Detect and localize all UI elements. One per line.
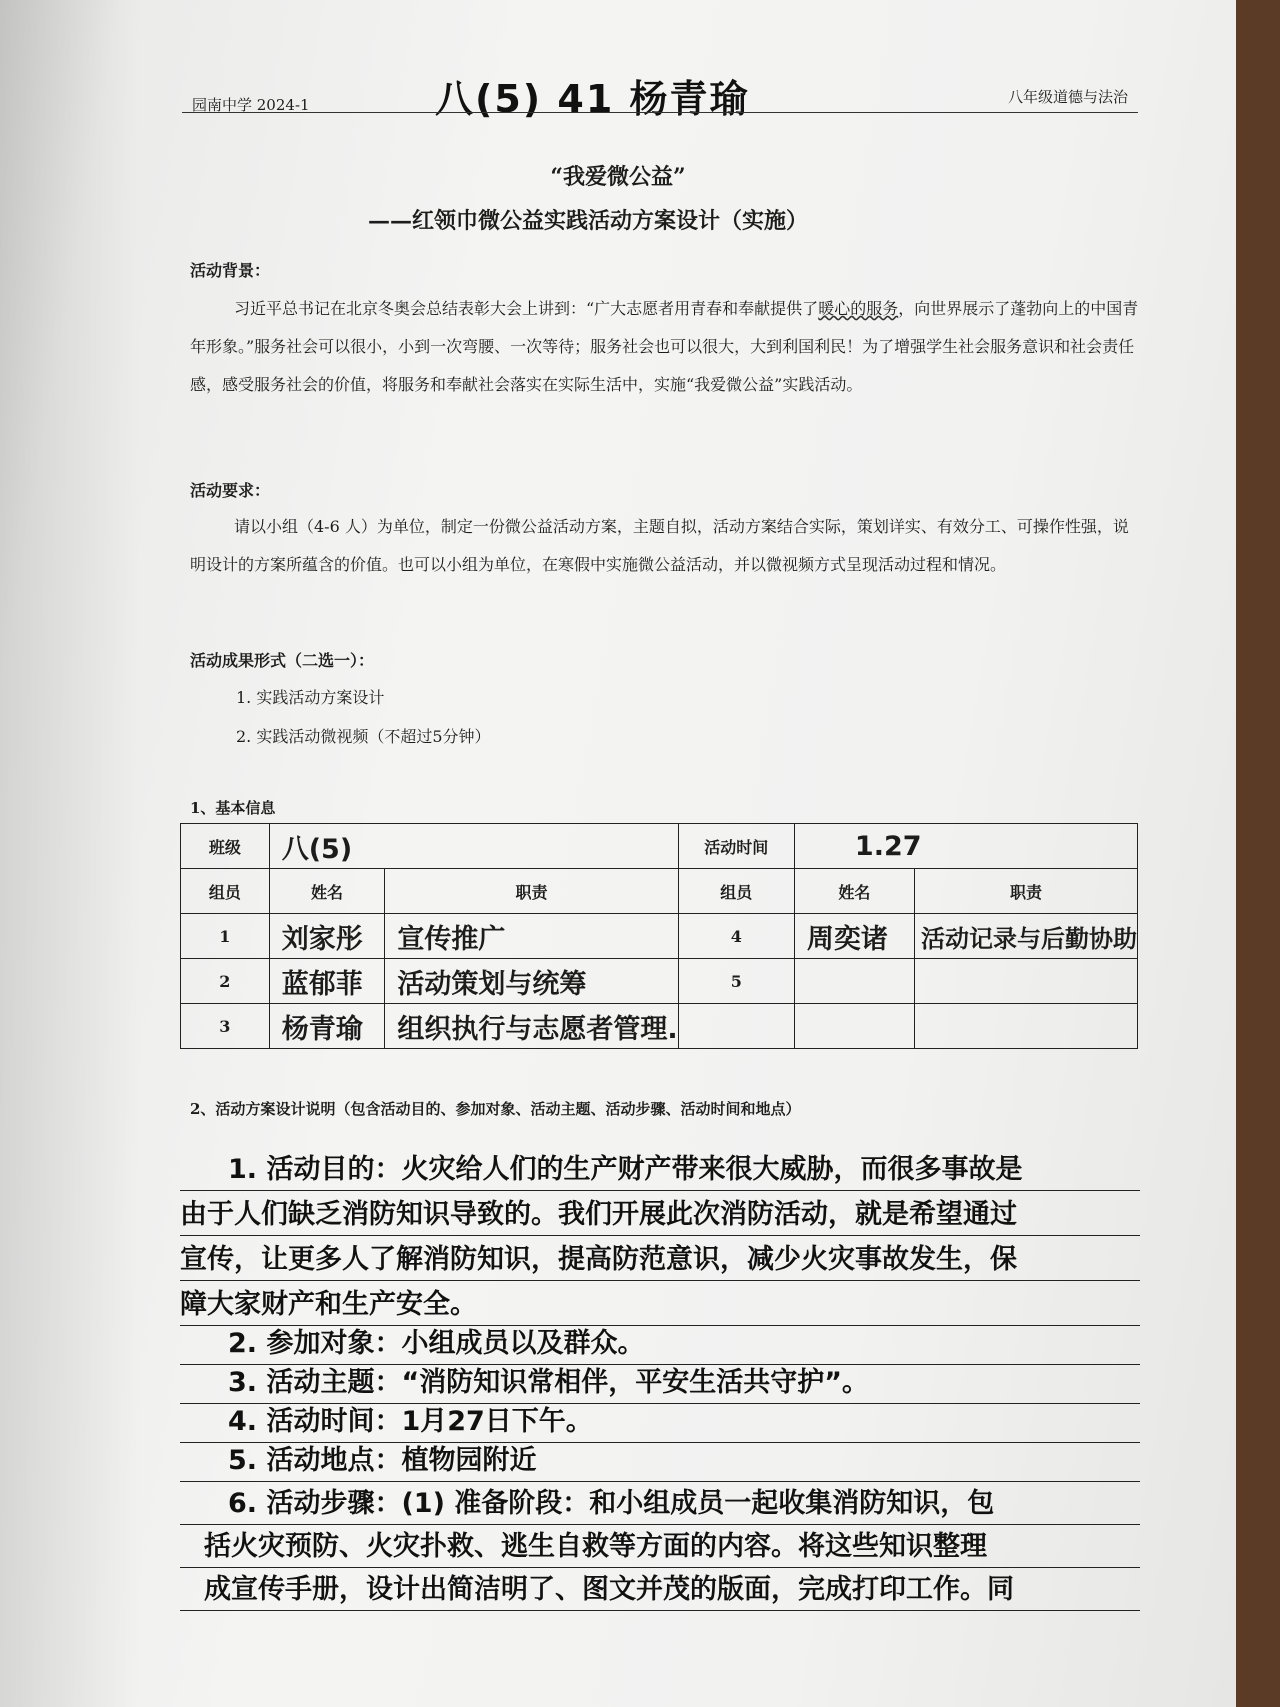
ruled-line xyxy=(180,1482,1140,1525)
background-text-after: ，向世界展示了蓬勃向上的中国青年形象。”服务社会可以很小，小到一次弯腰、一次等待；服务社会也可以很大，大到利国利民！为了增强学生社会服务意识和社会责任感，感受服务社会的价值，将服务和奉献社会落实在实际生活中，实施“我爱微公益”实践活动。 xyxy=(190,299,1139,394)
ruled-line xyxy=(180,1525,1140,1568)
member-duty xyxy=(914,959,1137,1004)
ruled-line xyxy=(180,1191,1140,1236)
member-duty: 活动记录与后勤协助 xyxy=(914,914,1137,959)
column-member: 组员 xyxy=(181,869,270,914)
column-name: 姓名 xyxy=(269,869,385,914)
member-duty: 组织执行与志愿者管理. xyxy=(385,1004,678,1049)
ruled-line xyxy=(180,1281,1140,1326)
member-number xyxy=(678,1004,794,1049)
plan-line: 宣传，让更多人了解消防知识，提高防范意识，减少火灾事故发生，保 xyxy=(180,1244,1017,1275)
member-name: 蓝郁菲 xyxy=(269,959,385,1004)
member-name: 周奕诸 xyxy=(794,914,914,959)
ruled-line xyxy=(180,1568,1140,1611)
member-number: 2 xyxy=(181,959,270,1004)
member-name: 杨青瑜 xyxy=(269,1004,385,1049)
background-text-before: 习近平总书记在北京冬奥会总结表彰大会上讲到：“广大志愿者用青春和奉献提供了 xyxy=(234,299,819,318)
requirements-heading: 活动要求： xyxy=(190,481,271,500)
member-number: 1 xyxy=(181,914,270,959)
ruled-line xyxy=(180,1443,1140,1482)
table-row xyxy=(181,914,1138,959)
page-title: “我爱微公益” xyxy=(550,164,686,190)
activity-time-label: 活动时间 xyxy=(678,824,794,869)
plan-line: 1. 活动目的：火灾给人们的生产财产带来很大威胁，而很多事故是 xyxy=(228,1154,1023,1185)
member-name xyxy=(794,1004,914,1049)
member-name: 刘家彤 xyxy=(269,914,385,959)
school-header: 园南中学 2024-1 xyxy=(192,96,310,114)
plan-line: 3. 活动主题：“消防知识常相伴，平安生活共守护”。 xyxy=(228,1367,869,1398)
page-shadow xyxy=(0,0,140,1707)
plan-line: 5. 活动地点：植物园附近 xyxy=(228,1445,537,1476)
header-divider xyxy=(182,112,1138,113)
column-duty: 职责 xyxy=(385,869,678,914)
plan-writing-area xyxy=(180,1146,1140,1611)
member-number: 3 xyxy=(181,1004,270,1049)
plan-line: 2. 参加对象：小组成员以及群众。 xyxy=(228,1328,645,1359)
basic-info-table xyxy=(180,823,1138,1049)
plan-line: 障大家财产和生产安全。 xyxy=(180,1289,477,1320)
class-label: 班级 xyxy=(181,824,270,869)
member-duty: 宣传推广 xyxy=(385,914,678,959)
member-name xyxy=(794,959,914,1004)
class-value: 八(5) xyxy=(269,824,678,869)
results-option-1: 1. 实践活动方案设计 xyxy=(236,688,385,707)
plan-heading: 2、活动方案设计说明（包含活动目的、参加对象、活动主题、活动步骤、活动时间和地点） xyxy=(190,1100,801,1118)
table-row xyxy=(181,824,1138,869)
subject-header: 八年级道德与法治 xyxy=(1007,88,1128,106)
plan-line: 成宣传手册，设计出简洁明了、图文并茂的版面，完成打印工作。同 xyxy=(204,1574,1014,1605)
column-member: 组员 xyxy=(678,869,794,914)
plan-line: 括火灾预防、火灾扑救、逃生自救等方面的内容。将这些知识整理 xyxy=(204,1531,987,1562)
results-heading: 活动成果形式（二选一）： xyxy=(190,651,375,670)
table-row xyxy=(181,959,1138,1004)
activity-time-value: 1.27 xyxy=(794,824,1137,869)
results-option-2: 2. 实践活动微视频（不超过5分钟） xyxy=(236,727,491,746)
ruled-line xyxy=(180,1236,1140,1281)
basic-info-heading: 1、基本信息 xyxy=(190,799,276,817)
background-text-marked: 暖心的服务 xyxy=(818,299,899,318)
plan-line: 6. 活动步骤：(1) 准备阶段：和小组成员一起收集消防知识，包 xyxy=(228,1488,995,1519)
member-number: 4 xyxy=(678,914,794,959)
requirements-paragraph: 请以小组（4-6 人）为单位，制定一份微公益活动方案，主题自拟，活动方案结合实际，策划详实、有效分工、可操作性强，说明设计的方案所蕴含的价值。也可以小组为单位，在寒假中实施微公益活动，并以微视频方式呈现活动过程和情况。 xyxy=(190,517,1129,574)
column-name: 姓名 xyxy=(794,869,914,914)
ruled-line xyxy=(180,1146,1140,1191)
table-row xyxy=(181,1004,1138,1049)
column-duty: 职责 xyxy=(914,869,1137,914)
member-number: 5 xyxy=(678,959,794,1004)
background-heading: 活动背景： xyxy=(190,261,271,280)
handwritten-student-name: 八(5) 41 杨青瑜 xyxy=(435,77,750,121)
background-paragraph xyxy=(190,290,1140,404)
member-duty xyxy=(914,1004,1137,1049)
member-duty: 活动策划与统筹 xyxy=(385,959,678,1004)
plan-line: 4. 活动时间：1月27日下午。 xyxy=(228,1406,593,1437)
plan-line: 由于人们缺乏消防知识导致的。我们开展此次消防活动，就是希望通过 xyxy=(180,1199,1017,1230)
table-row xyxy=(181,869,1138,914)
page-subtitle: ——红领巾微公益实践活动方案设计（实施） xyxy=(367,208,808,234)
